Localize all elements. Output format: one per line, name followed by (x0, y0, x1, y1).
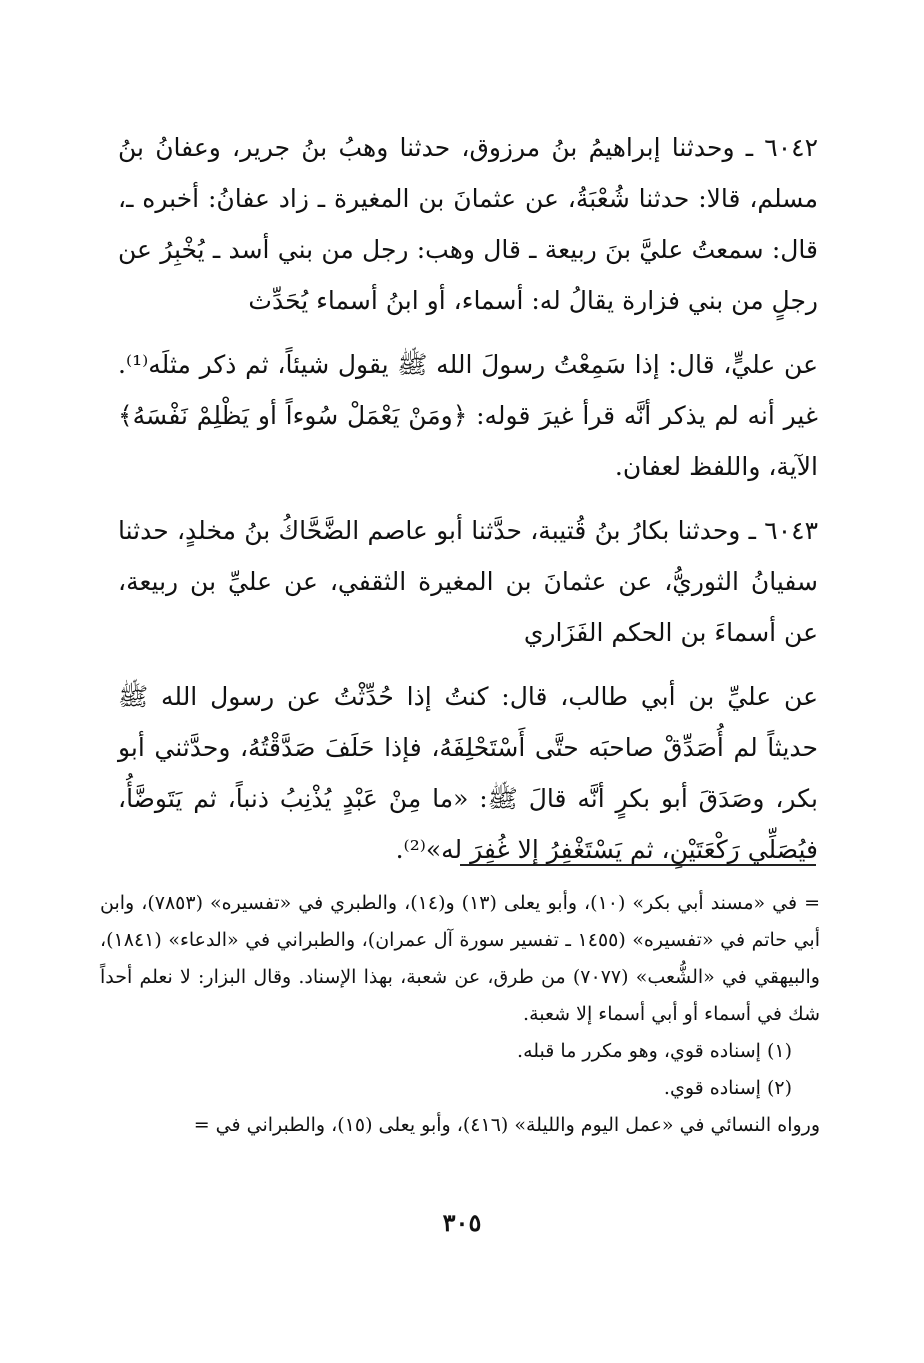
hadith-6043-chain: ٦٠٤٣ ـ وحدثنا بكارُ بنُ قُتيبة، حدَّثنا أبو عاصم الضَّحَّاكُ بنُ مخلدٍ، حدثنا سفيانُ الثوريُّ، عن عثمانَ بن المغيرة الثقفي، عن عليِّ بن ربيعة، عن أسماءَ بن الحكم الفَزَاري (118, 516, 818, 647)
footnote-2: (٢) إسناده قوي. (663, 1077, 792, 1099)
footnote-separator (460, 864, 816, 866)
footnote-1: (١) إسناده قوي، وهو مكرر ما قبله. (517, 1040, 792, 1062)
footnote-continuation: = في «مسند أبي بكر» (١٠)، وأبو يعلى (١٣) و(١٤)، والطبري في «تفسيره» (٧٨٥٣)، وابن أبي حاتم في «تفسيره» (١٤٥٥ ـ تفسير سورة آل عمران)، والطبراني في «الدعاء» (١٨٤١)، والبيهقي في «الشُّعب» (٧٠٧٧) من طرق، عن شعبة، بهذا الإسناد. وقال البزار: لا نعلم أحداً شك في أسماء أو أبي أسماء إلا شعبة. (100, 892, 820, 1025)
footnotes (100, 885, 820, 1144)
hadith-6042-body: عن عليٍّ، قال: إذا سَمِعْتُ رسولَ الله ﷺ يقول شيئاً، ثم ذكر مثلَه⁽¹⁾. غير أنه لم يذكر أنَّه قرأ غيرَ قوله: ﴿ومَنْ يَعْمَلْ سُوءاً أو يَظْلِمْ نَفْسَهُ﴾ الآية، واللفظ لعفان. (118, 350, 818, 481)
hadith-6042-chain: ٦٠٤٢ ـ وحدثنا إبراهيمُ بنُ مرزوق، حدثنا وهبُ بنُ جرير، وعفانُ بنُ مسلم، قالا: حدثنا شُعْبَةُ، عن عثمانَ بن المغيرة ـ زاد عفانُ: أخبره ـ، قال: سمعتُ عليَّ بنَ ربيعة ـ قال وهب: رجل من بني أسد ـ يُخْبِرُ عن رجلٍ من بني فزارة يقالُ له: أسماء، أو ابنُ أسماء يُحَدِّث (118, 133, 818, 315)
footnote-trailing: ورواه النسائي في «عمل اليوم والليلة» (٤١٦)، وأبو يعلى (١٥)، والطبراني في = (193, 1114, 820, 1136)
page-number: ٣٠٥ (442, 1208, 482, 1237)
hadith-6043-body: عن عليِّ بن أبي طالب، قال: كنتُ إذا حُدِّثْتُ عن رسول الله ﷺ حديثاً لم أُصَدِّقْ صاحبَه حتَّى أَسْتَحْلِفَهُ، فإذا حَلَفَ صَدَّقْتُهُ، وحدَّثني أبو بكر، وصَدَقَ أبو بكرٍ أنَّه قالَ ﷺ: «ما مِنْ عَبْدٍ يُذْنِبُ ذنباً، ثم يَتَوضَّأُ، فيُصَلِّي رَكْعَتَيْنِ، ثم يَسْتَغْفِرُ إلا غُفِرَ له»⁽²⁾. (118, 682, 818, 864)
main-text (118, 122, 818, 888)
